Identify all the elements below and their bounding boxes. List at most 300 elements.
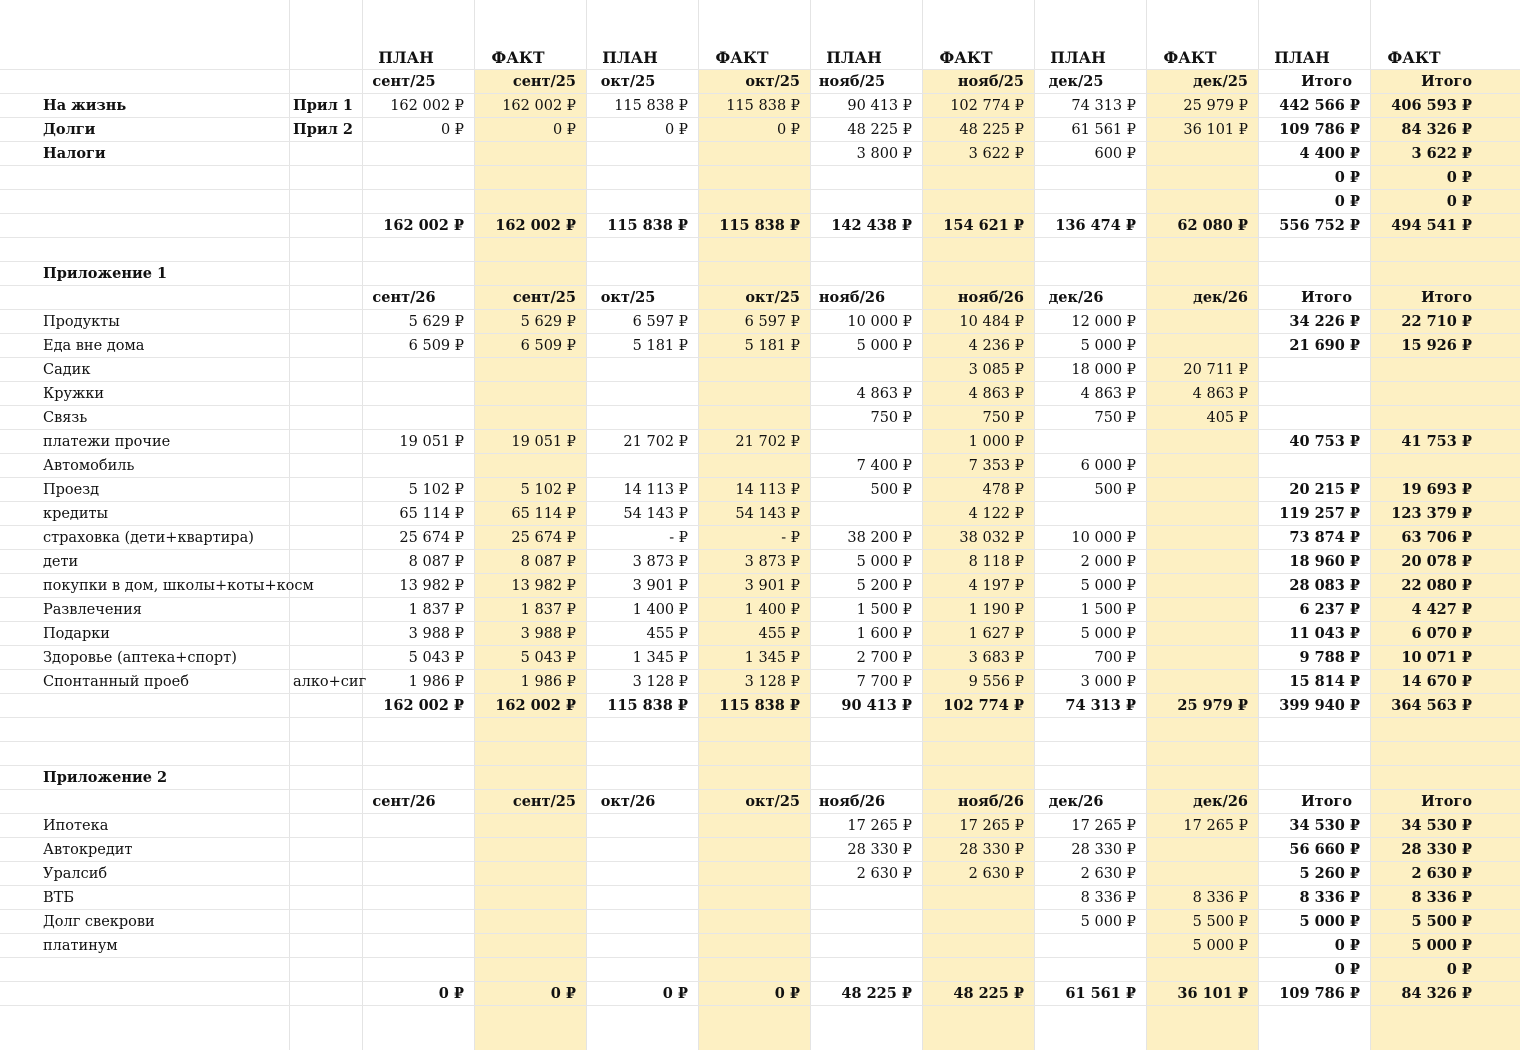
value-cell[interactable]	[810, 886, 922, 909]
value-cell[interactable]: 6 509 ₽	[408, 338, 464, 354]
value-cell[interactable]	[698, 862, 810, 885]
value-cell[interactable]: 6 597 ₽	[632, 314, 688, 330]
value-cell[interactable]: 9 556 ₽	[968, 674, 1024, 690]
value-cell[interactable]	[1034, 430, 1146, 453]
value-cell[interactable]: 48 225 ₽	[953, 985, 1024, 1002]
value-cell[interactable]	[1258, 382, 1370, 405]
month-header[interactable]: дек/26	[1193, 793, 1248, 810]
value-cell[interactable]: 5 000 ₽	[856, 554, 912, 570]
value-cell[interactable]: 48 225 ₽	[959, 122, 1024, 138]
value-cell[interactable]: 5 000 ₽	[1299, 913, 1360, 930]
value-cell[interactable]	[362, 166, 474, 189]
value-cell[interactable]: 61 561 ₽	[1065, 985, 1136, 1002]
plan-fact-header[interactable]: ФАКТ	[715, 48, 769, 67]
value-cell[interactable]: 0 ₽	[438, 985, 464, 1002]
value-cell[interactable]	[1146, 430, 1258, 453]
value-cell[interactable]: 0 ₽	[776, 122, 800, 138]
value-cell[interactable]: 22 710 ₽	[1401, 313, 1472, 330]
value-cell[interactable]: 4 863 ₽	[1080, 386, 1136, 402]
value-cell[interactable]	[474, 838, 586, 861]
value-cell[interactable]: 10 071 ₽	[1401, 649, 1472, 666]
month-header[interactable]: дек/26	[1048, 289, 1104, 306]
value-cell[interactable]	[810, 166, 922, 189]
value-cell[interactable]: 5 043 ₽	[520, 650, 576, 666]
value-cell[interactable]	[1146, 310, 1258, 333]
value-cell[interactable]	[474, 382, 586, 405]
value-cell[interactable]: 5 102 ₽	[520, 482, 576, 498]
value-cell[interactable]	[362, 142, 474, 165]
value-cell[interactable]: 102 774 ₽	[950, 98, 1024, 114]
value-cell[interactable]: 7 353 ₽	[968, 458, 1024, 474]
value-cell[interactable]: 84 326 ₽	[1401, 121, 1472, 138]
value-cell[interactable]	[698, 382, 810, 405]
value-cell[interactable]	[1034, 502, 1146, 525]
value-cell[interactable]	[922, 166, 1034, 189]
value-cell[interactable]: 25 674 ₽	[399, 530, 464, 546]
value-cell[interactable]	[1146, 550, 1258, 573]
value-cell[interactable]: 5 181 ₽	[632, 338, 688, 354]
plan-fact-header[interactable]: ФАКТ	[939, 48, 993, 67]
value-cell[interactable]: 5 000 ₽	[856, 338, 912, 354]
value-cell[interactable]: 54 143 ₽	[735, 506, 800, 522]
value-cell[interactable]: 1 400 ₽	[632, 602, 688, 618]
month-header[interactable]: нояб/26	[818, 289, 886, 306]
value-cell[interactable]: 115 838 ₽	[719, 217, 800, 234]
value-cell[interactable]: 5 000 ₽	[1080, 578, 1136, 594]
value-cell[interactable]: 5 102 ₽	[408, 482, 464, 498]
value-cell[interactable]	[698, 838, 810, 861]
plan-fact-header[interactable]: ПЛАН	[1050, 48, 1106, 67]
value-cell[interactable]	[586, 862, 698, 885]
value-cell[interactable]	[362, 934, 474, 957]
value-cell[interactable]	[698, 814, 810, 837]
value-cell[interactable]: 90 413 ₽	[847, 98, 912, 114]
value-cell[interactable]: 28 330 ₽	[1401, 841, 1472, 858]
value-cell[interactable]: 115 838 ₽	[726, 98, 800, 114]
value-cell[interactable]: 494 541 ₽	[1391, 217, 1472, 234]
plan-fact-header[interactable]: ФАКТ	[1163, 48, 1217, 67]
value-cell[interactable]: 455 ₽	[646, 626, 688, 642]
value-cell[interactable]	[1146, 862, 1258, 885]
value-cell[interactable]	[698, 406, 810, 429]
value-cell[interactable]	[1146, 334, 1258, 357]
value-cell[interactable]: 6 597 ₽	[744, 314, 800, 330]
month-header[interactable]: окт/25	[745, 793, 800, 810]
value-cell[interactable]: 0 ₽	[664, 122, 688, 138]
month-header[interactable]: нояб/25	[818, 73, 886, 90]
month-header[interactable]: Итого	[1421, 73, 1472, 90]
value-cell[interactable]	[1370, 358, 1482, 381]
value-cell[interactable]	[698, 142, 810, 165]
value-cell[interactable]: 25 979 ₽	[1177, 697, 1248, 714]
month-header[interactable]: нояб/25	[957, 73, 1024, 90]
value-cell[interactable]	[362, 358, 474, 381]
value-cell[interactable]	[474, 886, 586, 909]
value-cell[interactable]: 109 786 ₽	[1279, 121, 1360, 138]
value-cell[interactable]	[810, 430, 922, 453]
value-cell[interactable]: 10 000 ₽	[1071, 530, 1136, 546]
value-cell[interactable]: 0 ₽	[1334, 193, 1360, 210]
value-cell[interactable]	[362, 814, 474, 837]
value-cell[interactable]	[698, 454, 810, 477]
value-cell[interactable]: 455 ₽	[758, 626, 800, 642]
value-cell[interactable]: 21 702 ₽	[735, 434, 800, 450]
value-cell[interactable]	[1034, 190, 1146, 213]
value-cell[interactable]: 4 400 ₽	[1299, 145, 1360, 162]
month-header[interactable]: окт/25	[600, 289, 656, 306]
value-cell[interactable]: 405 ₽	[1206, 410, 1248, 426]
value-cell[interactable]: 115 838 ₽	[614, 98, 688, 114]
value-cell[interactable]: 15 926 ₽	[1401, 337, 1472, 354]
row-label[interactable]: Проезд	[43, 482, 100, 498]
value-cell[interactable]	[474, 934, 586, 957]
value-cell[interactable]: 5 500 ₽	[1411, 913, 1472, 930]
value-cell[interactable]: 5 043 ₽	[408, 650, 464, 666]
value-cell[interactable]	[362, 886, 474, 909]
value-cell[interactable]: 5 000 ₽	[1080, 338, 1136, 354]
plan-fact-header[interactable]: ПЛАН	[826, 48, 882, 67]
value-cell[interactable]: 3 800 ₽	[856, 146, 912, 162]
value-cell[interactable]: 1 986 ₽	[520, 674, 576, 690]
row-label[interactable]: кредиты	[43, 506, 109, 522]
month-header[interactable]: нояб/26	[818, 793, 886, 810]
value-cell[interactable]: 600 ₽	[1094, 146, 1136, 162]
month-header[interactable]: дек/26	[1193, 289, 1248, 306]
value-cell[interactable]: 28 330 ₽	[1071, 842, 1136, 858]
value-cell[interactable]	[1146, 454, 1258, 477]
value-cell[interactable]: 54 143 ₽	[623, 506, 688, 522]
value-cell[interactable]	[586, 814, 698, 837]
value-cell[interactable]: 3 085 ₽	[968, 362, 1024, 378]
value-cell[interactable]: 34 530 ₽	[1401, 817, 1472, 834]
value-cell[interactable]	[474, 406, 586, 429]
value-cell[interactable]	[698, 358, 810, 381]
value-cell[interactable]: 0 ₽	[440, 122, 464, 138]
value-cell[interactable]	[698, 190, 810, 213]
value-cell[interactable]	[474, 454, 586, 477]
value-cell[interactable]	[810, 502, 922, 525]
value-cell[interactable]: 4 427 ₽	[1411, 601, 1472, 618]
value-cell[interactable]: 17 265 ₽	[1183, 818, 1248, 834]
row-label[interactable]: Автомобиль	[43, 458, 135, 474]
value-cell[interactable]: 12 000 ₽	[1071, 314, 1136, 330]
value-cell[interactable]	[474, 190, 586, 213]
value-cell[interactable]: 1 600 ₽	[856, 626, 912, 642]
month-header[interactable]: окт/25	[745, 289, 800, 306]
value-cell[interactable]: 10 000 ₽	[847, 314, 912, 330]
value-cell[interactable]	[474, 814, 586, 837]
value-cell[interactable]: 19 693 ₽	[1401, 481, 1472, 498]
value-cell[interactable]	[586, 910, 698, 933]
value-cell[interactable]: 406 593 ₽	[1391, 97, 1472, 114]
value-cell[interactable]: 115 838 ₽	[607, 697, 688, 714]
value-cell[interactable]	[474, 958, 586, 981]
row-label[interactable]: Развлечения	[43, 602, 142, 618]
row-label[interactable]: Уралсиб	[43, 866, 108, 882]
value-cell[interactable]: 3 901 ₽	[632, 578, 688, 594]
month-header[interactable]: сент/25	[512, 73, 576, 90]
row-label[interactable]: Ипотека	[43, 818, 109, 834]
value-cell[interactable]: 14 670 ₽	[1401, 673, 1472, 690]
value-cell[interactable]: 41 753 ₽	[1401, 433, 1472, 450]
value-cell[interactable]: 8 087 ₽	[408, 554, 464, 570]
month-header[interactable]: сент/25	[512, 289, 576, 306]
value-cell[interactable]	[1146, 838, 1258, 861]
row-ref[interactable]: Прил 2	[293, 121, 353, 138]
value-cell[interactable]	[698, 958, 810, 981]
plan-fact-header[interactable]: ФАКТ	[491, 48, 545, 67]
value-cell[interactable]: 38 032 ₽	[959, 530, 1024, 546]
value-cell[interactable]: 7 700 ₽	[856, 674, 912, 690]
value-cell[interactable]: 19 051 ₽	[511, 434, 576, 450]
value-cell[interactable]	[474, 910, 586, 933]
value-cell[interactable]: 5 000 ₽	[1192, 938, 1248, 954]
value-cell[interactable]	[586, 382, 698, 405]
value-cell[interactable]	[1146, 670, 1258, 693]
value-cell[interactable]: 15 814 ₽	[1289, 673, 1360, 690]
value-cell[interactable]	[362, 910, 474, 933]
value-cell[interactable]: 61 561 ₽	[1071, 122, 1136, 138]
value-cell[interactable]	[810, 910, 922, 933]
value-cell[interactable]	[362, 454, 474, 477]
value-cell[interactable]: - ₽	[669, 530, 688, 546]
value-cell[interactable]: 4 122 ₽	[968, 506, 1024, 522]
value-cell[interactable]: 162 002 ₽	[390, 98, 464, 114]
row-label[interactable]: Кружки	[43, 386, 105, 402]
value-cell[interactable]: 13 982 ₽	[511, 578, 576, 594]
row-label[interactable]: Продукты	[43, 314, 120, 330]
month-header[interactable]: Итого	[1301, 289, 1352, 306]
month-header[interactable]: окт/25	[600, 73, 656, 90]
value-cell[interactable]	[586, 886, 698, 909]
value-cell[interactable]: 2 000 ₽	[1080, 554, 1136, 570]
value-cell[interactable]: 14 113 ₽	[735, 482, 800, 498]
section-title[interactable]: Приложение 2	[43, 769, 168, 786]
value-cell[interactable]: 65 114 ₽	[511, 506, 576, 522]
value-cell[interactable]: 162 002 ₽	[495, 217, 576, 234]
value-cell[interactable]	[586, 166, 698, 189]
value-cell[interactable]	[586, 454, 698, 477]
month-header[interactable]: сент/25	[512, 793, 576, 810]
row-label[interactable]: ВТБ	[43, 890, 74, 906]
value-cell[interactable]: 3 128 ₽	[744, 674, 800, 690]
value-cell[interactable]: 0 ₽	[552, 122, 576, 138]
value-cell[interactable]: 21 690 ₽	[1289, 337, 1360, 354]
value-cell[interactable]: 2 630 ₽	[1080, 866, 1136, 882]
value-cell[interactable]: 19 051 ₽	[399, 434, 464, 450]
value-cell[interactable]: 5 000 ₽	[1411, 937, 1472, 954]
value-cell[interactable]	[1370, 382, 1482, 405]
value-cell[interactable]: 162 002 ₽	[383, 217, 464, 234]
value-cell[interactable]: 1 837 ₽	[408, 602, 464, 618]
plan-fact-header[interactable]: ФАКТ	[1387, 48, 1441, 67]
value-cell[interactable]: 90 413 ₽	[841, 697, 912, 714]
value-cell[interactable]: 22 080 ₽	[1401, 577, 1472, 594]
value-cell[interactable]: 0 ₽	[1446, 169, 1472, 186]
value-cell[interactable]: 6 237 ₽	[1299, 601, 1360, 618]
row-label[interactable]: Здоровье (аптека+спорт)	[43, 650, 237, 666]
value-cell[interactable]	[1146, 478, 1258, 501]
value-cell[interactable]: 38 200 ₽	[847, 530, 912, 546]
value-cell[interactable]: 3 873 ₽	[744, 554, 800, 570]
value-cell[interactable]: 48 225 ₽	[841, 985, 912, 1002]
value-cell[interactable]	[1258, 454, 1370, 477]
value-cell[interactable]	[1370, 406, 1482, 429]
value-cell[interactable]	[810, 358, 922, 381]
value-cell[interactable]: 17 265 ₽	[1071, 818, 1136, 834]
value-cell[interactable]: 154 621 ₽	[943, 217, 1024, 234]
value-cell[interactable]: 84 326 ₽	[1401, 985, 1472, 1002]
row-label[interactable]: дети	[43, 554, 79, 570]
value-cell[interactable]: 162 002 ₽	[383, 697, 464, 714]
month-header[interactable]: нояб/26	[957, 793, 1024, 810]
value-cell[interactable]: 1 500 ₽	[1080, 602, 1136, 618]
value-cell[interactable]	[1034, 934, 1146, 957]
value-cell[interactable]: 65 114 ₽	[399, 506, 464, 522]
value-cell[interactable]: 11 043 ₽	[1289, 625, 1360, 642]
value-cell[interactable]: 1 627 ₽	[968, 626, 1024, 642]
value-cell[interactable]	[698, 886, 810, 909]
value-cell[interactable]	[1146, 646, 1258, 669]
value-cell[interactable]	[362, 958, 474, 981]
value-cell[interactable]: 36 101 ₽	[1177, 985, 1248, 1002]
value-cell[interactable]: 3 683 ₽	[968, 650, 1024, 666]
row-label[interactable]: Садик	[43, 362, 91, 378]
value-cell[interactable]	[586, 934, 698, 957]
value-cell[interactable]: 3 873 ₽	[632, 554, 688, 570]
value-cell[interactable]: 5 629 ₽	[408, 314, 464, 330]
value-cell[interactable]: 115 838 ₽	[719, 697, 800, 714]
value-cell[interactable]: 18 960 ₽	[1289, 553, 1360, 570]
value-cell[interactable]: 18 000 ₽	[1071, 362, 1136, 378]
value-cell[interactable]: 17 265 ₽	[959, 818, 1024, 834]
value-cell[interactable]: 136 474 ₽	[1055, 217, 1136, 234]
value-cell[interactable]: 500 ₽	[1094, 482, 1136, 498]
value-cell[interactable]	[474, 166, 586, 189]
value-cell[interactable]: 6 509 ₽	[520, 338, 576, 354]
row-label[interactable]: На жизнь	[43, 97, 127, 114]
value-cell[interactable]: 5 629 ₽	[520, 314, 576, 330]
value-cell[interactable]: 3 988 ₽	[520, 626, 576, 642]
row-label[interactable]: Еда вне дома	[43, 338, 145, 354]
value-cell[interactable]: 0 ₽	[1334, 937, 1360, 954]
value-cell[interactable]: 556 752 ₽	[1279, 217, 1360, 234]
row-label[interactable]: Долг свекрови	[43, 914, 155, 930]
value-cell[interactable]: 1 400 ₽	[744, 602, 800, 618]
value-cell[interactable]	[362, 862, 474, 885]
value-cell[interactable]: 0 ₽	[662, 985, 688, 1002]
month-header[interactable]: сент/26	[372, 793, 436, 810]
value-cell[interactable]: 8 336 ₽	[1299, 889, 1360, 906]
row-label[interactable]: платинум	[43, 938, 118, 954]
row-label[interactable]: Связь	[43, 410, 88, 426]
value-cell[interactable]: 3 000 ₽	[1080, 674, 1136, 690]
row-label[interactable]: Налоги	[43, 145, 106, 162]
value-cell[interactable]: 7 400 ₽	[856, 458, 912, 474]
value-cell[interactable]: 123 379 ₽	[1391, 505, 1472, 522]
value-cell[interactable]: 3 988 ₽	[408, 626, 464, 642]
row-label[interactable]: Спонтанный проеб	[43, 674, 189, 690]
value-cell[interactable]: 3 622 ₽	[968, 146, 1024, 162]
value-cell[interactable]: 1 986 ₽	[408, 674, 464, 690]
month-header[interactable]: Итого	[1301, 793, 1352, 810]
value-cell[interactable]: 162 002 ₽	[502, 98, 576, 114]
value-cell[interactable]: 4 236 ₽	[968, 338, 1024, 354]
value-cell[interactable]	[1146, 526, 1258, 549]
value-cell[interactable]: 142 438 ₽	[831, 217, 912, 234]
month-header[interactable]: дек/25	[1193, 73, 1248, 90]
value-cell[interactable]: 8 336 ₽	[1080, 890, 1136, 906]
value-cell[interactable]: 399 940 ₽	[1279, 697, 1360, 714]
value-cell[interactable]: 13 982 ₽	[399, 578, 464, 594]
value-cell[interactable]	[810, 934, 922, 957]
value-cell[interactable]: 63 706 ₽	[1401, 529, 1472, 546]
value-cell[interactable]: 1 000 ₽	[968, 434, 1024, 450]
value-cell[interactable]: 3 622 ₽	[1411, 145, 1472, 162]
value-cell[interactable]: 5 200 ₽	[856, 578, 912, 594]
value-cell[interactable]: 2 630 ₽	[968, 866, 1024, 882]
value-cell[interactable]: 115 838 ₽	[607, 217, 688, 234]
value-cell[interactable]: 4 863 ₽	[968, 386, 1024, 402]
value-cell[interactable]: 73 874 ₽	[1289, 529, 1360, 546]
value-cell[interactable]	[474, 142, 586, 165]
value-cell[interactable]: 700 ₽	[1094, 650, 1136, 666]
row-label[interactable]: Подарки	[43, 626, 110, 642]
value-cell[interactable]	[362, 406, 474, 429]
value-cell[interactable]	[586, 406, 698, 429]
value-cell[interactable]: 364 563 ₽	[1391, 697, 1472, 714]
plan-fact-header[interactable]: ПЛАН	[378, 48, 434, 67]
value-cell[interactable]: 9 788 ₽	[1299, 649, 1360, 666]
value-cell[interactable]: 102 774 ₽	[943, 697, 1024, 714]
value-cell[interactable]: 8 336 ₽	[1192, 890, 1248, 906]
month-header[interactable]: Итого	[1301, 73, 1352, 90]
value-cell[interactable]	[1034, 958, 1146, 981]
value-cell[interactable]	[362, 382, 474, 405]
value-cell[interactable]: 162 002 ₽	[495, 697, 576, 714]
row-ref[interactable]: алко+сиг	[293, 674, 367, 690]
value-cell[interactable]: 20 215 ₽	[1289, 481, 1360, 498]
value-cell[interactable]: 2 700 ₽	[856, 650, 912, 666]
value-cell[interactable]	[586, 190, 698, 213]
value-cell[interactable]: 109 786 ₽	[1279, 985, 1360, 1002]
value-cell[interactable]: 4 197 ₽	[968, 578, 1024, 594]
value-cell[interactable]	[362, 838, 474, 861]
row-label[interactable]: платежи прочие	[43, 434, 171, 450]
value-cell[interactable]: 1 190 ₽	[968, 602, 1024, 618]
row-ref[interactable]: Прил 1	[293, 97, 353, 114]
value-cell[interactable]: 25 979 ₽	[1183, 98, 1248, 114]
value-cell[interactable]	[922, 190, 1034, 213]
value-cell[interactable]: 10 484 ₽	[959, 314, 1024, 330]
value-cell[interactable]: 56 660 ₽	[1289, 841, 1360, 858]
month-header[interactable]: окт/26	[600, 793, 656, 810]
value-cell[interactable]: 17 265 ₽	[847, 818, 912, 834]
value-cell[interactable]: 8 336 ₽	[1411, 889, 1472, 906]
value-cell[interactable]: 5 000 ₽	[1080, 626, 1136, 642]
value-cell[interactable]: 119 257 ₽	[1279, 505, 1360, 522]
value-cell[interactable]	[474, 358, 586, 381]
value-cell[interactable]: 62 080 ₽	[1177, 217, 1248, 234]
value-cell[interactable]	[1370, 454, 1482, 477]
value-cell[interactable]: 5 500 ₽	[1192, 914, 1248, 930]
value-cell[interactable]	[922, 934, 1034, 957]
value-cell[interactable]: 21 702 ₽	[623, 434, 688, 450]
value-cell[interactable]: 1 345 ₽	[744, 650, 800, 666]
value-cell[interactable]: 750 ₽	[982, 410, 1024, 426]
value-cell[interactable]	[362, 190, 474, 213]
value-cell[interactable]: 28 330 ₽	[959, 842, 1024, 858]
